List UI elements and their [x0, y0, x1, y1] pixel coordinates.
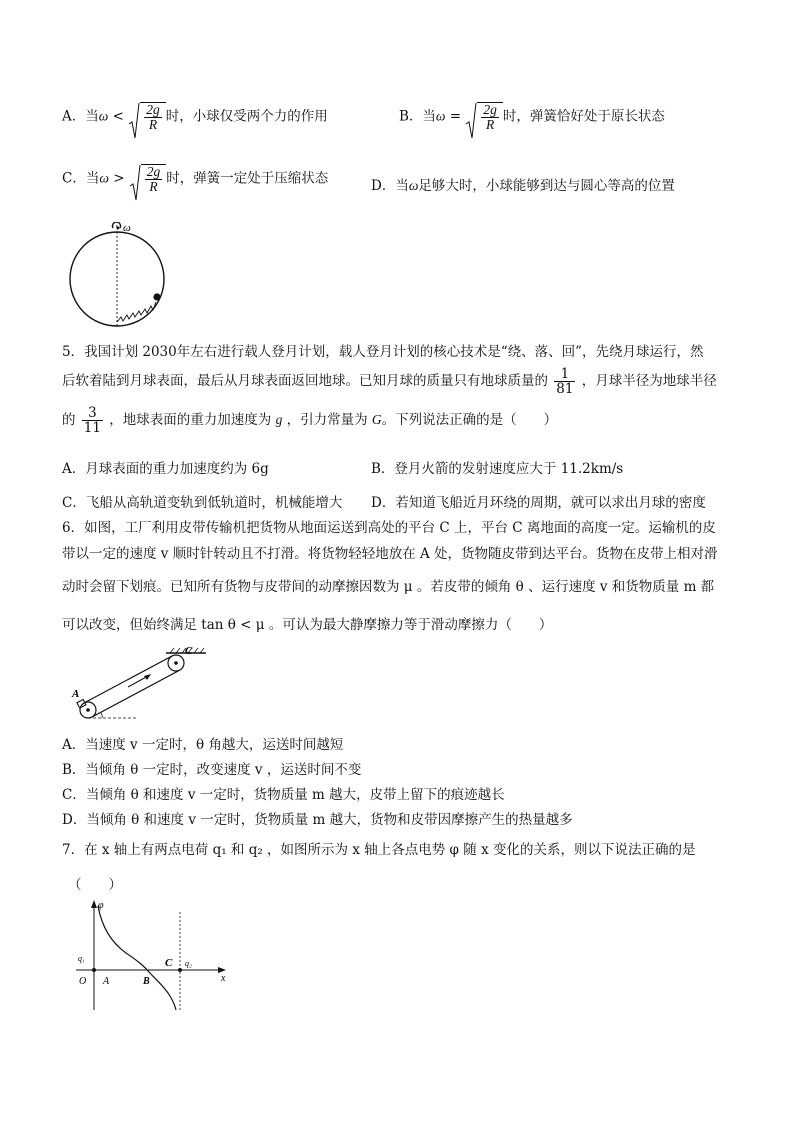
q5-line2: 后软着陆到月球表面，最后从月球表面返回地球。已知月球的质量只有地球质量的 $\frac{1}{81}$ ，月球半径为地球半径	[62, 366, 717, 398]
q6-line2: 带以一定的速度 v 顺时针转动且不打滑。将货物轻轻地放在 A 处，货物随皮带到达平台。货物在皮带上相对滑	[62, 546, 718, 562]
q1-label: q₁	[78, 954, 85, 963]
q4-circle-figure	[66, 222, 170, 330]
point-a-label: A	[103, 976, 110, 987]
q2-label: q₂	[185, 959, 192, 968]
q4-option-c: C．当ω > $\frac{2g}{R}$ 时，弹簧一定处于压缩状态	[62, 164, 328, 194]
q5-line1: 5．我国计划 2030年左右进行载人登月计划，载人登月计划的核心技术是“绕、落、回”，先绕月球运行，然	[62, 344, 704, 360]
fraction-3-11: $\frac{3}{11}$	[83, 405, 101, 437]
fraction-1-81: $\frac{1}{81}$	[556, 366, 574, 398]
q5-line3: 的 $\frac{3}{11}$ ，地球表面的重力加速度为 g ，引力常量为 G。下列说法正确的是（ ）	[62, 405, 558, 437]
q6-option-a: A．当速度 v 一定时，θ 角越大，运送时间越短	[62, 737, 344, 753]
q4-option-d: D．当ω足够大时，小球能够到达与圆心等高的位置	[371, 178, 675, 194]
sqrt-expression: $\frac{2g}{R}$	[129, 164, 167, 194]
q7-potential-graph	[72, 898, 232, 1012]
omega-label: ω	[123, 222, 131, 234]
q6-line1: 6．如图，工厂利用皮带传输机把货物从地面运送到高处的平台 C 上，平台 C 离地面的高度一定。运输机的皮	[62, 520, 716, 536]
label-c: C	[185, 645, 193, 657]
sqrt-expression: $\frac{2g}{R}$	[128, 102, 166, 132]
sqrt-expression: $\frac{2g}{R}$	[465, 102, 503, 132]
q5-option-c: C．飞船从高轨道变轨到低轨道时，机械能增大	[62, 495, 343, 511]
radical-sign	[465, 102, 477, 142]
q6-option-b: B．当倾角 θ 一定时，改变速度 v ，运送时间不变	[62, 762, 362, 778]
ball	[153, 293, 160, 300]
q4-option-b: B．当ω = $\frac{2g}{R}$ 时，弹簧恰好处于原长状态	[399, 102, 665, 132]
x-label: x	[221, 973, 226, 984]
phi-label: φ	[98, 900, 104, 911]
q5-option-b: B．登月火箭的发射速度应大于 11.2km/s	[371, 461, 624, 477]
q5-option-d: D．若知道飞船近月环绕的周期，就可以求出月球的密度	[371, 495, 706, 511]
q5-option-a: A．月球表面的重力加速度约为 6g	[62, 461, 269, 477]
q6-conveyor-figure	[68, 643, 218, 723]
q4-option-a: A．当ω < $\frac{2g}{R}$ 时，小球仅受两个力的作用	[62, 102, 328, 132]
label-a: A	[72, 688, 80, 700]
q6-option-c: C．当倾角 θ 和速度 v 一定时，货物质量 m 越大，皮带上留下的痕迹越长	[62, 787, 505, 803]
radical-sign	[129, 164, 141, 204]
q7-line2: （ ）	[68, 877, 122, 893]
point-b-label: B	[143, 976, 150, 987]
q6-line3: 动时会留下划痕。已知所有货物与皮带间的动摩擦因数为 μ 。若皮带的倾角 θ 、运行速度 v 和货物质量 m 都	[62, 579, 715, 595]
radical-sign	[128, 102, 140, 142]
q6-line4: 可以改变，但始终满足 tan θ < μ 。可认为最大静摩擦力等于滑动摩擦力（ ）	[62, 617, 553, 633]
q7-line1: 7．在 x 轴上有两点电荷 q₁ 和 q₂ ，如图所示为 x 轴上各点电势 φ 随 x 变化的关系，则以下说法正确的是	[62, 842, 696, 858]
point-c-label: C	[165, 957, 173, 969]
origin-label: O	[79, 976, 87, 987]
q6-option-d: D．当倾角 θ 和速度 v 一定时，货物质量 m 越大，货物和皮带因摩擦产生的热量越多	[62, 812, 573, 828]
